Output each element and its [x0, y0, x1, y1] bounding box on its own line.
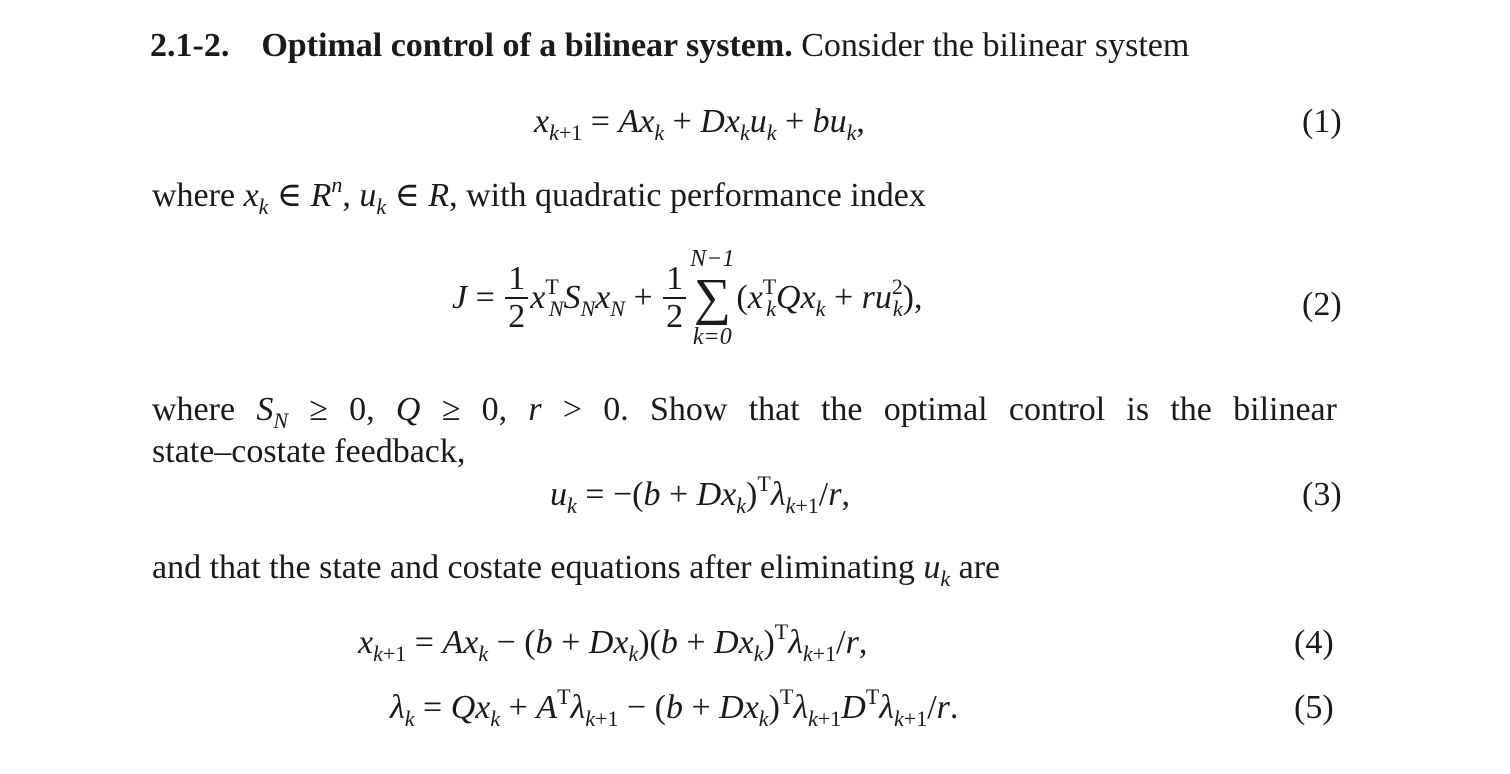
equation-3: $u_k = -(b + Dx_k)^T\lambda_{k+1}/r$,	[550, 471, 850, 518]
equation-number: (3)	[1302, 476, 1342, 513]
equation-number: (4)	[1294, 624, 1334, 661]
summation-operator: N−1 ∑ k=0	[690, 246, 735, 350]
paragraph-where-1: where $x_k$ ∈ $R^n$, $u_k$ ∈ R, with quadratic performance index	[152, 172, 926, 219]
problem-intro: Consider the bilinear system	[801, 27, 1190, 64]
paragraph-where-2-line2: state–costate feedback,	[152, 433, 466, 470]
equation-number: (5)	[1294, 689, 1334, 726]
paragraph-and-that: and that the state and costate equations after eliminating $u_k$ are	[152, 549, 1001, 591]
equation-1: $x_{k+1} = Ax_k + Dx_ku_k + bu_k$,	[534, 103, 865, 145]
paragraph-where-2-line1: where $S_N \ge 0$, Q ≥ 0, r > 0. Show that the optimal control is the bilinear	[152, 391, 1337, 433]
problem-heading	[150, 26, 1189, 66]
equation-4: $x_{k+1} = Ax_k - (b + Dx_k)(b + Dx_k)^T\lambda_{k+1}/r$,	[358, 619, 868, 666]
equation-2: J = $\frac{1}{2}$ $x^T_NS_Nx_N$ + $\frac{1}{2}$ N−1 ∑ k=0 $(x^T_kQx_k + ru^2_k)$,	[452, 246, 923, 350]
equation-number: (2)	[1302, 286, 1342, 323]
equation-5: $\lambda_k = Qx_k + A^T\lambda_{k+1} - (b + Dx_k)^T\lambda_{k+1}D^T\lambda_{k+1}/r$.	[390, 684, 959, 731]
problem-title: Optimal control of a bilinear system.	[261, 27, 793, 64]
equation-number: (1)	[1302, 103, 1342, 140]
problem-number: 2.1-2.	[150, 27, 230, 64]
